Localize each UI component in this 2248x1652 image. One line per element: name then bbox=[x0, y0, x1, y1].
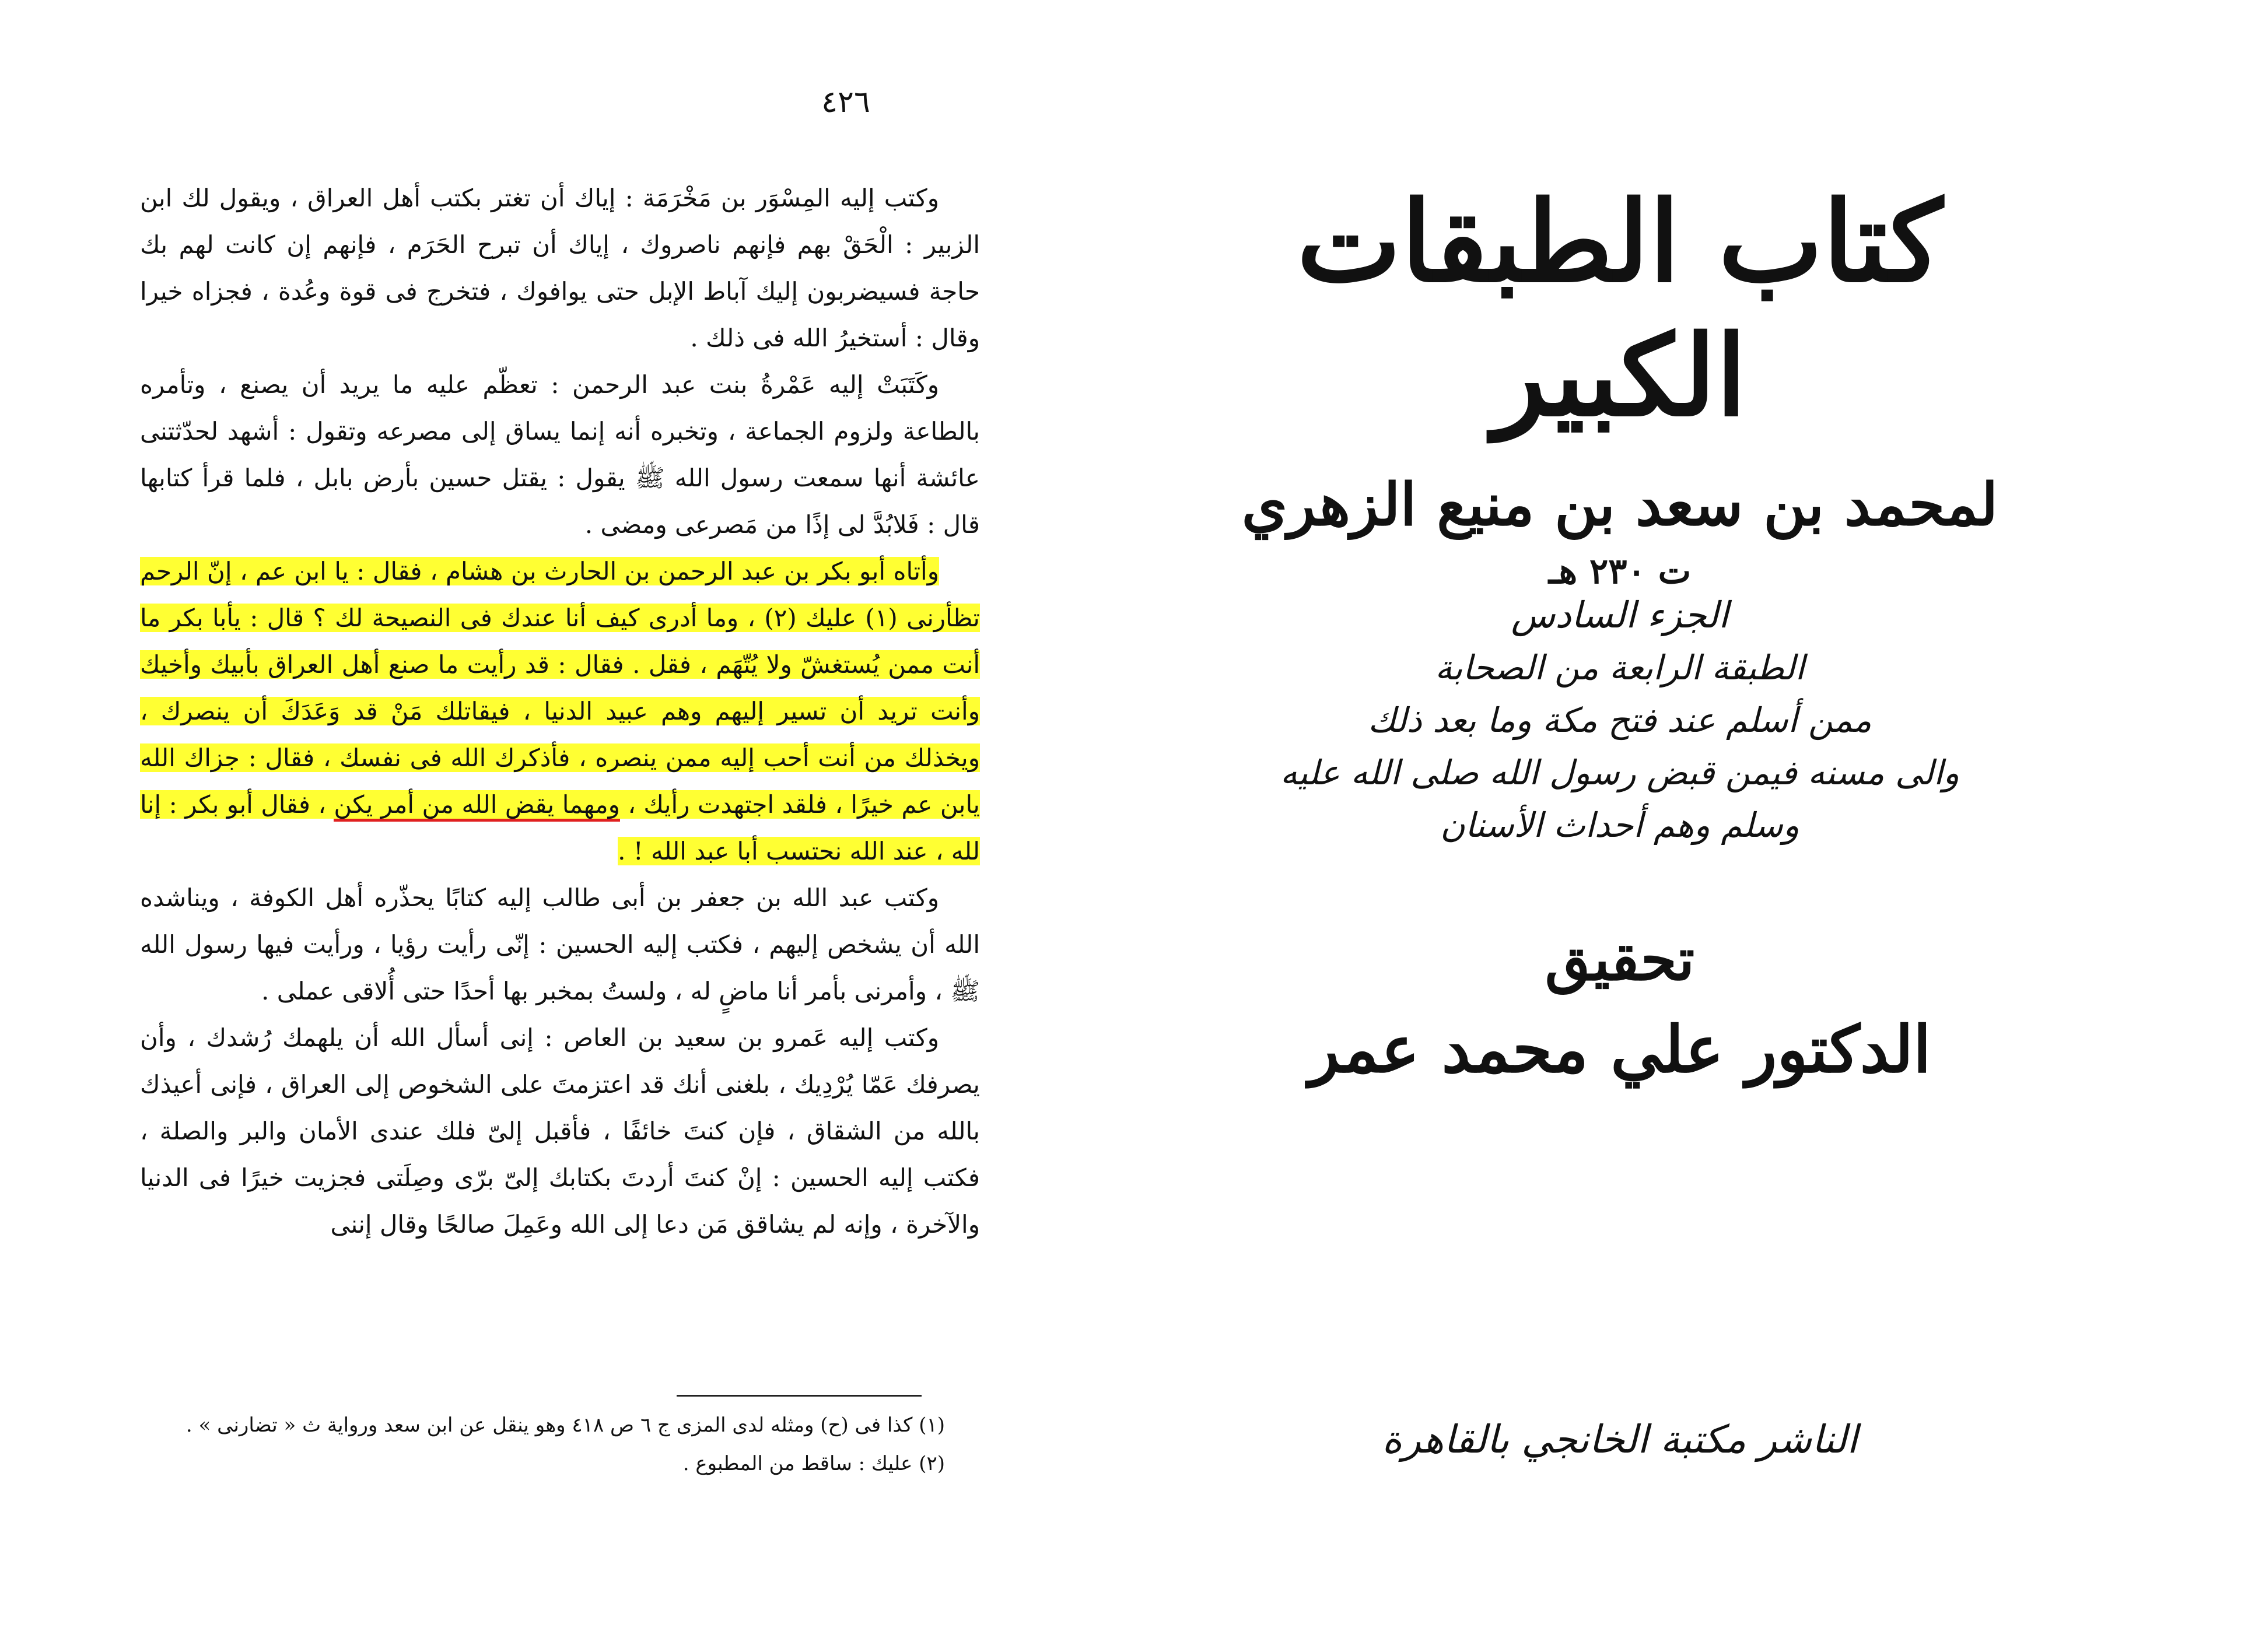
editor-block bbox=[1299, 921, 1941, 1090]
footnotes bbox=[140, 1408, 980, 1485]
right-page bbox=[1124, 0, 2248, 1652]
highlighted-text-end: ، فقال أبو بكر : إنا لله ، عند الله نحتسب أبا عبد الله ! . bbox=[140, 790, 980, 865]
paragraph-1: وكتب إليه المِسْوَر بن مَخْرَمَة : إياك أن تغتر بكتب أهل العراق ، ويقول لك ابن الزبير : الْحَقْ بهم فإنهم ناصروك ، إياك أن تبرح الحَرَم ، فإنهم إن كانت لهم بك حاجة فسيضربون إليك آباط الإبل حتى يوافوك ، فتخرج فى قوة وعُدة ، فجزاه خيرا وقال : أستخيرُ الله فى ذلك . bbox=[140, 184, 980, 352]
footnote-divider bbox=[677, 1395, 922, 1397]
footnote-2: (٢) عليك : ساقط من المطبوع . bbox=[682, 1452, 945, 1475]
book-title: كتاب الطبقات الكبير bbox=[1297, 177, 1943, 441]
death-date: ت ٢٣٠ هـ bbox=[1548, 551, 1692, 592]
publisher: الناشر مكتبة الخانجي بالقاهرة bbox=[1382, 1417, 1858, 1462]
volume-line-1: الطبقة الرابعة من الصحابة bbox=[1435, 648, 1805, 688]
volume-line-2: ممن أسلم عند فتح مكة وما بعد ذلك bbox=[1368, 700, 1872, 740]
editor-name: الدكتور علي محمد عمر bbox=[1308, 1012, 1931, 1087]
paragraph-2: وكَتَبَتْ إليه عَمْرةُ بنت عبد الرحمن : تعظّم عليه ما يريد أن يصنع ، وتأمره بالطاعة ولزوم الجماعة ، وتخبره أنه إنما يساق إلى مصرعه وتقول : أشهد لحدّثتنى عائشة أنها سمعت رسول الله ﷺ يقول : يقتل حسين بأرض بابل ، فلما قرأ كتابها قال : فَلابُدَّ لى إذًا من مَصرعى ومضى . bbox=[140, 370, 980, 539]
paragraph-5: وكتب إليه عَمرو بن سعيد بن العاص : إنى أسأل الله أن يلهمك رُشدك ، وأن يصرفك عَمّا يُرْدِيك ، بلغنى أنك قد اعتزمتَ على الشخوص إلى العراق ، فإنى أعيذك بالله من الشقاق ، فإن كنتَ خائفًا ، فأقبل إلىّ فلك عندى الأمان والبر والصلة ، فكتب إليه الحسين : إنْ كنتَ أردتَ بكتابك إلىّ برّى وصِلَتى فجزيت خيرًا فى الدنيا والآخرة ، وإنه لم يشاقق مَن دعا إلى الله وعَمِلَ صالحًا وقال إننى bbox=[140, 1023, 980, 1239]
editor-label: تحقيق bbox=[1545, 925, 1695, 994]
volume-number: الجزء السادس bbox=[1511, 594, 1729, 636]
body-text bbox=[140, 175, 980, 1248]
footnote-1: (١) كذا فى (ح) ومثله لدى المزى ج ٦ ص ٤١٨ وهو ينقل عن ابن سعد ورواية ث « تضارنى » . bbox=[185, 1414, 945, 1437]
underlined-text: ومهما يقض الله من أمر يكن bbox=[334, 790, 620, 822]
title-block bbox=[1241, 175, 1999, 595]
volume-info bbox=[1270, 589, 1970, 851]
highlighted-text: وأتاه أبو بكر بن عبد الرحمن بن الحارث بن هشام ، فقال : يا ابن عم ، إنّ الرحم تظأرنى (١) عليك (٢) ، وما أدرى كيف أنا عندك فى النصيحة لك ؟ قال : يأبا بكر ما أنت ممن يُستغشّ ولا يُتّهَم ، فقل . فقال : قد رأيت ما صنع أهل العراق بأبيك وأخيك وأنت تريد أن تسير إليهم وهم عبيد الدنيا ، فيقاتلك مَنْ قد وَعَدَكَ أن ينصرك ، ويخذلك من أنت أحب إليه ممن ينصره ، فأذكرك الله فى نفسك ، فقال : جزاك الله يابن عم خيرًا ، فلقد اجتهدت رأيك ، bbox=[140, 557, 980, 819]
author-name: لمحمد بن سعد بن منيع الزهري bbox=[1241, 470, 1998, 539]
paragraph-4: وكتب عبد الله بن جعفر بن أبى طالب إليه كتابًا يحذّره أهل الكوفة ، ويناشده الله أن يشخص إليهم ، فكتب إليه الحسين : إنّى رأيت رؤيا ، ورأيت فيها رسول الله ﷺ ، وأمرنى بأمر أنا ماضٍ له ، ولستُ بمخبر بها أحدًا حتى أُلاقى عملى . bbox=[140, 883, 980, 1005]
page-number: ٤٢٦ bbox=[821, 85, 870, 120]
highlighted-paragraph bbox=[140, 548, 980, 875]
volume-line-3: والى مسنه فيمن قبض رسول الله صلى الله عليه وسلم وهم أحداث الأسنان bbox=[1280, 753, 1960, 845]
